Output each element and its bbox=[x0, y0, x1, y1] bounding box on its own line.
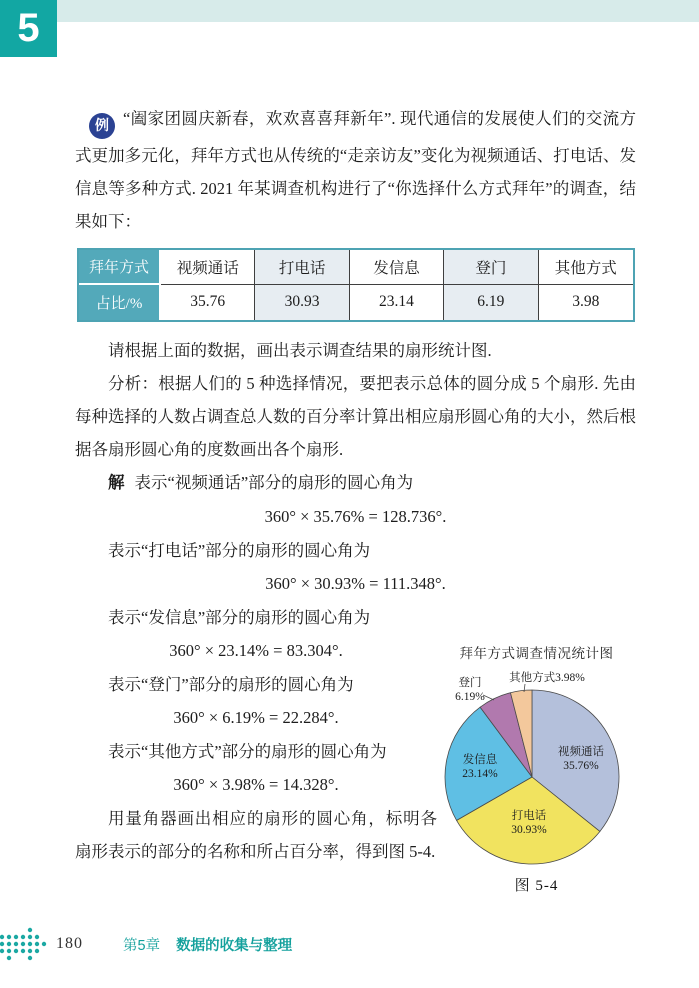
table-col-label: 其他方式 bbox=[539, 250, 633, 285]
pie-figure bbox=[437, 601, 636, 895]
chapter-number-badge bbox=[0, 0, 57, 57]
table-row bbox=[79, 250, 633, 285]
table-value: 35.76 bbox=[161, 285, 255, 320]
pie-label: 登门 6.19% bbox=[455, 676, 485, 703]
header-accent-bar bbox=[57, 0, 699, 22]
solution-step-3-lead: 表示“发信息”部分的扇形的圆心角为 bbox=[108, 607, 371, 627]
page-footer bbox=[0, 922, 699, 966]
footer-chapter-ref: 第5章 bbox=[123, 937, 161, 954]
table-header-percent: 占比/% bbox=[79, 285, 161, 320]
solution-step-5-lead: 表示“其他方式”部分的扇形的圆心角为 bbox=[108, 741, 387, 761]
table-value: 23.14 bbox=[350, 285, 444, 320]
table-value: 6.19 bbox=[444, 285, 538, 320]
solution-text-column bbox=[75, 601, 437, 895]
figure-title: 拜年方式调查情况统计图 bbox=[459, 645, 614, 661]
footer-dots-decoration bbox=[0, 924, 48, 964]
pie-chart bbox=[437, 665, 636, 871]
table-col-label: 打电话 bbox=[255, 250, 349, 285]
table-value: 3.98 bbox=[539, 285, 633, 320]
chapter-number: 5 bbox=[17, 6, 40, 50]
closing-paragraph: 用量角器画出相应的扇形的圆心角，标明各扇形表示的部分的名称和所占百分率，得到图 5-4. bbox=[75, 808, 437, 861]
figure-column bbox=[437, 601, 636, 895]
example-paragraph bbox=[75, 102, 636, 238]
text-and-figure-zone bbox=[75, 601, 636, 895]
example-intro-text: “阖家团圆庆新春，欢欢喜喜拜新年”. 现代通信的发展使人们的交流方式更加多元化，拜年方式也从传统的“走亲访友”变化为视频通话、打电话、发信息等多种方式. 2021 年某调查机构进行了“你选择什么方式拜年”的调查，结果如下： bbox=[75, 109, 636, 231]
solution-step-1-lead: 解 表示“视频通话”部分的扇形的圆心角为 bbox=[108, 472, 414, 492]
survey-result-table bbox=[77, 248, 635, 322]
main-content bbox=[75, 102, 636, 895]
example-badge: 例 bbox=[89, 113, 115, 139]
table-col-label: 视频通话 bbox=[161, 250, 255, 285]
table-header-method: 拜年方式 bbox=[79, 250, 161, 285]
table-row bbox=[79, 285, 633, 320]
solution-step-2-lead: 表示“打电话”部分的扇形的圆心角为 bbox=[108, 540, 371, 560]
pie-label: 视频通话 35.76% bbox=[558, 745, 604, 772]
analysis-paragraph: 分析：根据人们的 5 种选择情况，要把表示总体的圆分成 5 个扇形. 先由每种选择的人数占调查总人数的百分率计算出相应扇形圆心角的大小，然后根据各扇形圆心角的度数画出各个扇形. bbox=[75, 373, 636, 459]
solution-label: 解 bbox=[108, 473, 125, 492]
footer-chapter-title: 数据的收集与整理 bbox=[176, 937, 293, 954]
pie-label: 发信息 23.14% bbox=[462, 753, 498, 780]
table-col-label: 登门 bbox=[444, 250, 538, 285]
figure-caption: 图 5-4 bbox=[514, 877, 559, 894]
solution-step-4-lead: 表示“登门”部分的扇形的圆心角为 bbox=[108, 674, 354, 694]
page-number: 180 bbox=[56, 935, 83, 952]
solution-step-3-formula: 360° × 23.14% = 83.304°. bbox=[169, 640, 343, 660]
solution-step-4-formula: 360° × 6.19% = 22.284°. bbox=[173, 707, 339, 727]
table-col-label: 发信息 bbox=[350, 250, 444, 285]
table-value: 30.93 bbox=[255, 285, 349, 320]
solution-step-1-formula: 360° × 35.76% = 128.736°. bbox=[264, 506, 447, 526]
pie-label: 打电话 30.93% bbox=[511, 809, 547, 836]
request-line: 请根据上面的数据，画出表示调查结果的扇形统计图. bbox=[108, 340, 492, 360]
solution-step-2-formula: 360° × 30.93% = 111.348°. bbox=[265, 573, 446, 593]
solution-step-5-formula: 360° × 3.98% = 14.328°. bbox=[173, 774, 339, 794]
pie-label: 其他方式3.98% bbox=[509, 671, 585, 684]
